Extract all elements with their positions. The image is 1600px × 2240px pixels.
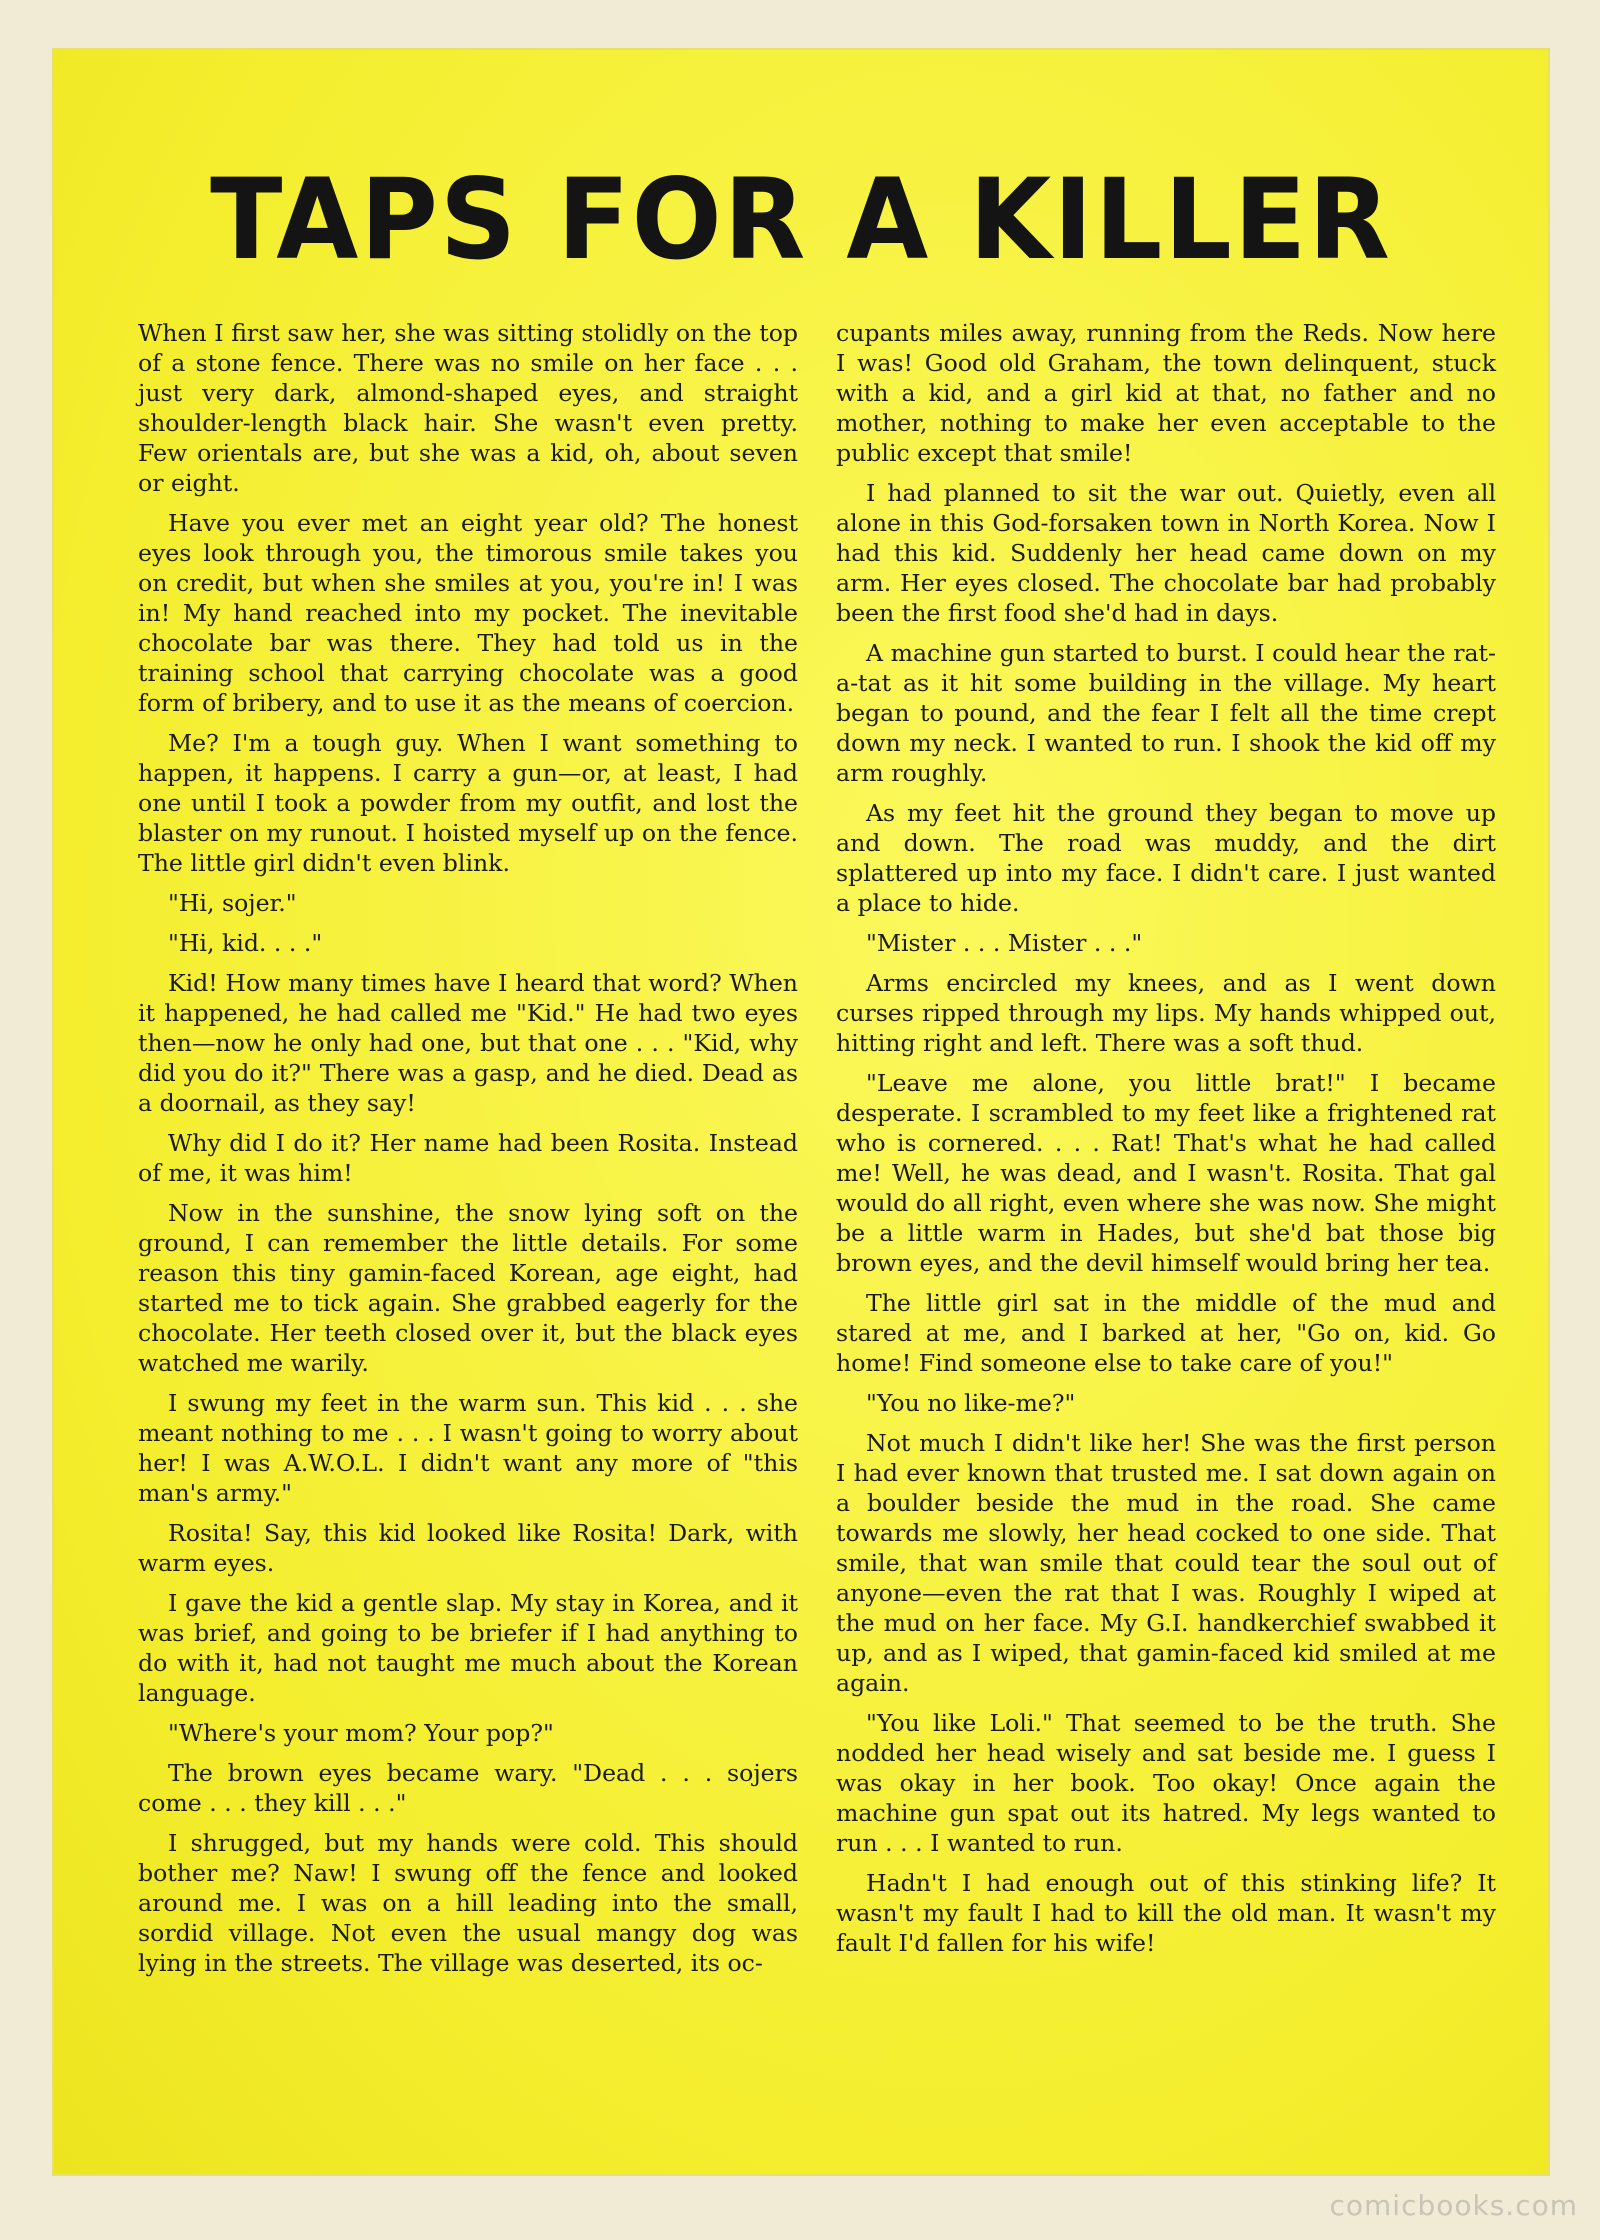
paragraph: "Hi, kid. . . ." xyxy=(168,929,323,957)
paragraph: "Hi, sojer." xyxy=(168,889,297,917)
paragraph: "You like Loli." That seemed to be the truth. She nodded her head wisely and sat beside me. I guess I was okay in her book. Too okay! Once again the machine gun spat out its hatred. My legs wanted to run . . . I wanted to run. xyxy=(836,1709,1496,1857)
paragraph: The little girl sat in the middle of the mud and stared at me, and I barked at her, "Go on, kid. Go home! Find someone else to take care of you!" xyxy=(836,1289,1496,1377)
paragraph: "Leave me alone, you little brat!" I became desperate. I scrambled to my feet like a frightened rat who is cornered. . . . Rat! That's what he had called me! Well, he was dead, and I wasn't. Rosita. That gal would do all right, even where she was now. She might be a little warm in Hades, but she'd bat those big brown eyes, and the devil himself would bring her tea. xyxy=(836,1069,1496,1277)
paragraph: "Mister . . . Mister . . ." xyxy=(866,929,1143,957)
paragraph: Arms encircled my knees, and as I went down curses ripped through my lips. My hands whipped out, hitting right and left. There was a soft thud. xyxy=(836,969,1496,1057)
paragraph: "Where's your mom? Your pop?" xyxy=(168,1719,554,1747)
paragraph: As my feet hit the ground they began to move up and down. The road was muddy, and the dirt splattered up into my face. I didn't care. I just wanted a place to hide. xyxy=(836,799,1496,917)
left-column xyxy=(138,318,798,1988)
paragraph: When I first saw her, she was sitting stolidly on the top of a stone fence. There was no smile on her face . . . just very dark, almond-shaped eyes, and straight shoulder-length black hair. She wasn't even pretty. Few orientals are, but she was a kid, oh, about seven or eight. xyxy=(138,319,798,497)
paragraph: Hadn't I had enough out of this stinking life? It wasn't my fault I had to kill the old man. It wasn't my fault I'd fallen for his wife! xyxy=(836,1869,1496,1957)
paragraph: I shrugged, but my hands were cold. This should bother me? Naw! I swung off the fence and looked around me. I was on a hill leading into the small, sordid village. Not even the usual mangy dog was lying in the streets. The village was deserted, its oc- xyxy=(138,1829,798,1977)
paragraph: I had planned to sit the war out. Quietly, even all alone in this God-forsaken town in North Korea. Now I had this kid. Suddenly her head came down on my arm. Her eyes closed. The chocolate bar had probably been the first food she'd had in days. xyxy=(836,479,1496,627)
story-page xyxy=(52,48,1550,2176)
paragraph: Me? I'm a tough guy. When I want something to happen, it happens. I carry a gun—or, at least, I had one until I took a powder from my outfit, and lost the blaster on my runout. I hoisted myself up on the fence. The little girl didn't even blink. xyxy=(138,729,798,877)
story-title: TAPS FOR A KILLER xyxy=(210,154,1392,285)
paragraph: I gave the kid a gentle slap. My stay in Korea, and it was brief, and going to be briefer if I had anything to do with it, had not taught me much about the Korean language. xyxy=(138,1589,798,1707)
paragraph: Not much I didn't like her! She was the first person I had ever known that trusted me. I sat down again on a boulder beside the mud in the road. She came towards me slowly, her head cocked to one side. That smile, that wan smile that could tear the soul out of anyone—even the rat that I was. Roughly I wiped at the mud on her face. My G.I. handkerchief swabbed it up, and as I wiped, that gamin-faced kid smiled at me again. xyxy=(836,1429,1496,1697)
site-watermark: comicbooks.com xyxy=(1329,2189,1578,2222)
paragraph: cupants miles away, running from the Reds. Now here I was! Good old Graham, the town delinquent, stuck with a kid, and a girl kid at that, no father and no mother, nothing to make her even acceptable to the public except that smile! xyxy=(836,319,1496,467)
right-column xyxy=(836,318,1496,1968)
paragraph: "You no like-me?" xyxy=(866,1389,1076,1417)
paragraph: Why did I do it? Her name had been Rosita. Instead of me, it was him! xyxy=(138,1129,798,1187)
paragraph: Now in the sunshine, the snow lying soft on the ground, I can remember the little details. For some reason this tiny gamin-faced Korean, age eight, had started me to tick again. She grabbed eagerly for the chocolate. Her teeth closed over it, but the black eyes watched me warily. xyxy=(138,1199,798,1377)
paragraph: Rosita! Say, this kid looked like Rosita! Dark, with warm eyes. xyxy=(138,1519,798,1577)
paragraph: I swung my feet in the warm sun. This kid . . . she meant nothing to me . . . I wasn't going to worry about her! I was A.W.O.L. I didn't want any more of "this man's army." xyxy=(138,1389,798,1507)
paragraph: A machine gun started to burst. I could hear the rat-a-tat as it hit some building in the village. My heart began to pound, and the fear I felt all the time crept down my neck. I wanted to run. I shook the kid off my arm roughly. xyxy=(836,639,1496,787)
paragraph: Have you ever met an eight year old? The honest eyes look through you, the timorous smile takes you on credit, but when she smiles at you, you're in! I was in! My hand reached into my pocket. The inevitable chocolate bar was there. They had told us in the training school that carrying chocolate was a good form of bribery, and to use it as the means of coercion. xyxy=(138,509,798,717)
paragraph: The brown eyes became wary. "Dead . . . sojers come . . . they kill . . ." xyxy=(138,1759,798,1817)
paragraph: Kid! How many times have I heard that word? When it happened, he had called me "Kid." He had two eyes then—now he only had one, but that one . . . "Kid, why did you do it?" There was a gasp, and he died. Dead as a doornail, as they say! xyxy=(138,969,798,1117)
